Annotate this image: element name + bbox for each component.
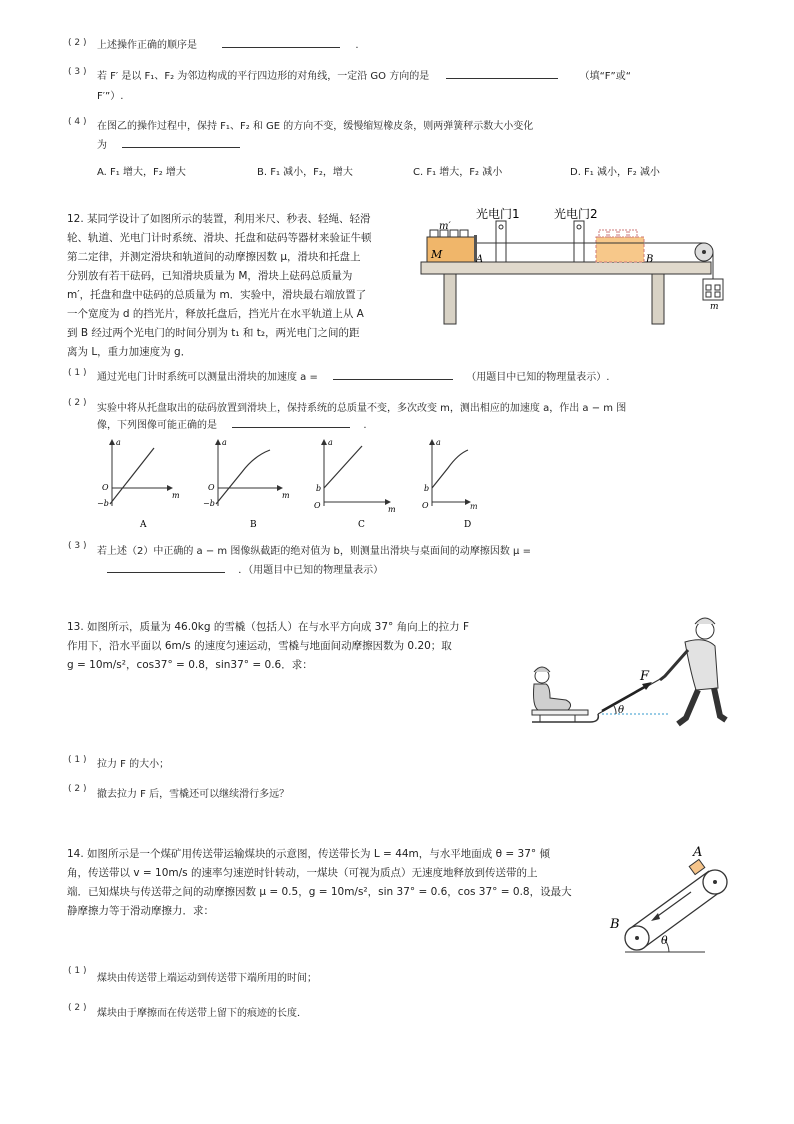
q13-part1-question: 拉力 F 的大小； xyxy=(97,759,170,770)
force-arrow xyxy=(602,685,648,711)
q12-graphs xyxy=(92,436,472,532)
q12-part1-number: ( 1 ) xyxy=(68,368,87,378)
adult-body xyxy=(685,640,718,690)
graph-a-axis-m: m xyxy=(172,491,180,500)
q14-stem-line: 角，传送带以 v = 10m/s 的速率匀速逆时针转动，一煤块（可视为质点）无速度地释放到传送带的上 xyxy=(67,867,538,879)
q11-part3-text xyxy=(97,67,727,85)
q12-part1-text xyxy=(97,368,609,386)
label-A: A xyxy=(693,845,703,860)
slider-block-final xyxy=(596,237,644,262)
q11-part4-wei: 为 xyxy=(97,140,107,151)
graph-b[interactable] xyxy=(203,438,290,530)
label-B: B xyxy=(646,254,654,265)
q12-part2-answer-blank[interactable] xyxy=(232,416,350,428)
q12-part2-question2: 像，下列图像可能正确的是 xyxy=(97,420,217,431)
q14-stem xyxy=(67,845,607,921)
q12-apparatus-figure xyxy=(418,205,738,330)
graph-d[interactable] xyxy=(422,438,471,530)
label-m: m xyxy=(710,302,719,312)
label-F: F xyxy=(640,669,650,684)
q12-part1-question: 通过光电门计时系统可以测量出滑块的加速度 a = xyxy=(97,372,318,383)
q12-part3-number: ( 3 ) xyxy=(68,541,87,551)
q13-stem-line: 13. 如图所示，质量为 46.0kg 的雪橇（包括人）在与水平方向成 37° 角向上的拉力 F xyxy=(67,621,469,633)
q14-part1-number: ( 1 ) xyxy=(68,966,87,976)
graph-b-curve xyxy=(216,450,270,504)
graph-a-origin: O xyxy=(102,483,109,492)
child-body xyxy=(534,684,571,710)
q12-stem-line: 第二定律，并测定滑块和轨道间的动摩擦因数 μ，滑块和托盘上 xyxy=(67,251,361,263)
slider-weights-final xyxy=(599,230,637,237)
graph-c-axis-m: m xyxy=(388,505,396,514)
graph-c-axis-a: a xyxy=(328,438,333,447)
q13-part1-number: ( 1 ) xyxy=(68,755,87,765)
q11-part3-answer-blank[interactable] xyxy=(446,67,558,79)
q11-part4-line2 xyxy=(97,136,240,154)
graph-c-line xyxy=(324,446,362,488)
graph-c[interactable] xyxy=(314,438,396,530)
adult-arm xyxy=(660,650,688,680)
q12-stem-line: 轮、轨道、光电门计时系统、滑块、托盘和砝码等器材来验证牛顿 xyxy=(67,232,372,244)
graph-c-intercept: b xyxy=(316,484,322,493)
q12-part2-question: 实验中将从托盘取出的砝码放置到滑块上，保持系统的总质量不变，多次改变 m，测出相应的加速度 a，作出 a − m 图 xyxy=(97,403,627,414)
q12-part3-hint: ．（用题目中已知的物理量表示） xyxy=(238,565,384,576)
adult-leg-front xyxy=(678,690,698,724)
q11-part3-hint: （填“F”或“ xyxy=(579,71,631,82)
belt-top xyxy=(632,871,709,927)
graph-d-origin: O xyxy=(422,501,429,510)
q11-part3-number: ( 3 ) xyxy=(68,67,87,77)
q12-stem-line: 分别放有若干砝码，已知滑块质量为 M，滑块上砝码总质量为 xyxy=(67,270,353,282)
q11-option-d[interactable]: D. F₁ 减小，F₂ 减小 xyxy=(570,167,660,178)
q12-part3-answer-blank[interactable] xyxy=(107,561,225,573)
q12-stem-line: 12. 某同学设计了如图所示的装置，利用米尺、秒表、轻绳、轻滑 xyxy=(67,213,371,225)
q11-part2-period: . xyxy=(355,40,359,51)
q14-stem-line: 端．已知煤块与传送带之间的动摩擦因数 μ = 0.5，g = 10m/s²，sin 37° = 0.6，cos 37° = 0.8，设最大 xyxy=(67,886,572,898)
q14-part2-question: 煤块由于摩擦而在传送带上留下的痕迹的长度． xyxy=(97,1008,307,1019)
graph-d-curve xyxy=(432,450,468,488)
q14-conveyor-figure xyxy=(605,840,735,960)
table-leg-right xyxy=(652,274,664,324)
q13-sled-figure xyxy=(520,610,730,738)
q11-part4-answer-blank[interactable] xyxy=(122,136,240,148)
q14-part2-number: ( 2 ) xyxy=(68,1003,87,1013)
q12-part2-line2 xyxy=(97,416,367,434)
q11-part3-question: 若 F′ 是以 F₁、F₂ 为邻边构成的平行四边形的对角线，一定沿 GO 方向的是 xyxy=(97,71,430,82)
graph-a-axis-a: a xyxy=(116,438,121,447)
q12-stem-line: m′，托盘和盘中砝码的总质量为 m．实验中，滑块最右端放置了 xyxy=(67,289,367,301)
label-M: M xyxy=(431,248,443,261)
q12-part1-hint: （用题目中已知的物理量表示）. xyxy=(466,372,610,383)
graph-a-intercept: −b xyxy=(97,499,109,508)
q12-part1-answer-blank[interactable] xyxy=(333,368,453,380)
q12-part2-period: . xyxy=(363,420,367,431)
q11-part2-answer-blank[interactable] xyxy=(222,36,340,48)
q13-stem-line: g = 10m/s²，cos37° = 0.8，sin37° = 0.6．求： xyxy=(67,659,313,671)
q11-part2-number: ( 2 ) xyxy=(68,38,87,48)
track-board xyxy=(421,262,711,274)
q11-option-b[interactable]: B. F₁ 减小，F₂，增大 xyxy=(257,167,353,178)
q13-stem xyxy=(67,618,527,675)
adult-leg-back xyxy=(714,688,726,720)
q13-part2-question: 撤去拉力 F 后，雪橇还可以继续滑行多远？ xyxy=(97,789,290,800)
graph-a-label: A xyxy=(140,520,147,530)
graph-b-axis-m: m xyxy=(282,491,290,500)
graph-d-label: D xyxy=(464,520,472,530)
q12-stem-line: 一个宽度为 d 的挡光片，释放托盘后，挡光片在水平轨道上从 A xyxy=(67,308,364,320)
graph-a[interactable] xyxy=(97,438,180,530)
q11-part4-question: 在图乙的操作过程中，保持 F₁、F₂ 和 GE 的方向不变，缓慢缩短橡皮条，则两弹簧秤示数大小变化 xyxy=(97,121,534,132)
coal-block xyxy=(689,859,705,874)
graph-b-intercept: −b xyxy=(203,499,215,508)
q12-part3-question: 若上述（2）中正确的 a − m 图像纵截距的绝对值为 b，则测量出滑块与桌面间的动摩擦因数 μ = xyxy=(97,546,531,557)
q12-part3-line2 xyxy=(97,561,383,579)
label-m-prime: m′ xyxy=(439,221,451,232)
q12-part2-number: ( 2 ) xyxy=(68,398,87,408)
graph-a-line xyxy=(110,448,154,504)
q11-part2-text xyxy=(97,36,359,54)
q14-part1-question: 煤块由传送带上端运动到传送带下端所用的时间； xyxy=(97,973,317,984)
photogate-1 xyxy=(496,221,506,262)
graph-b-axis-a: a xyxy=(222,438,227,447)
q12-stem-line: 离为 L，重力加速度为 g． xyxy=(67,346,192,358)
graph-c-origin: O xyxy=(314,501,321,510)
q11-part2-question: 上述操作正确的顺序是 xyxy=(97,40,197,51)
label-theta: θ xyxy=(661,934,668,947)
graph-c-label: C xyxy=(358,520,365,530)
label-A: A xyxy=(476,254,484,265)
graph-d-axis-m: m xyxy=(470,502,478,511)
graph-b-label: B xyxy=(250,520,257,530)
q11-part3-hint-end: F′”）. xyxy=(97,91,124,102)
sled-board xyxy=(532,710,588,715)
q11-option-c[interactable]: C. F₁ 增大，F₂ 减小 xyxy=(413,167,503,178)
table-leg-left xyxy=(444,274,456,324)
graph-d-axis-a: a xyxy=(436,438,441,447)
photogate-2 xyxy=(574,221,584,262)
belt-bottom xyxy=(642,892,720,949)
label-theta: θ xyxy=(618,705,625,716)
q13-stem-line: 作用下，沿水平面以 6m/s 的速度匀速运动，雪橇与地面间动摩擦因数为 0.20；取 xyxy=(67,640,452,652)
label-gate1: 光电门1 xyxy=(476,207,520,221)
q14-stem-line: 静摩擦力等于滑动摩擦力．求： xyxy=(67,905,214,917)
q14-stem-line: 14. 如图所示是一个煤矿用传送带运输煤块的示意图，传送带长为 L = 44m，与水平地面成 θ = 37° 倾 xyxy=(67,848,550,860)
q11-option-a[interactable]: A. F₁ 增大，F₂ 增大 xyxy=(97,167,186,178)
q12-stem-line: 到 B 经过两个光电门的时间分别为 t₁ 和 t₂，两光电门之间的距 xyxy=(67,327,360,339)
graph-b-origin: O xyxy=(208,483,215,492)
label-B: B xyxy=(610,917,620,932)
label-gate2: 光电门2 xyxy=(554,207,598,221)
q11-part4-number: ( 4 ) xyxy=(68,117,87,127)
q12-stem xyxy=(67,210,412,362)
motion-arrow xyxy=(655,892,691,918)
q13-part2-number: ( 2 ) xyxy=(68,784,87,794)
graph-d-intercept: b xyxy=(424,484,430,493)
